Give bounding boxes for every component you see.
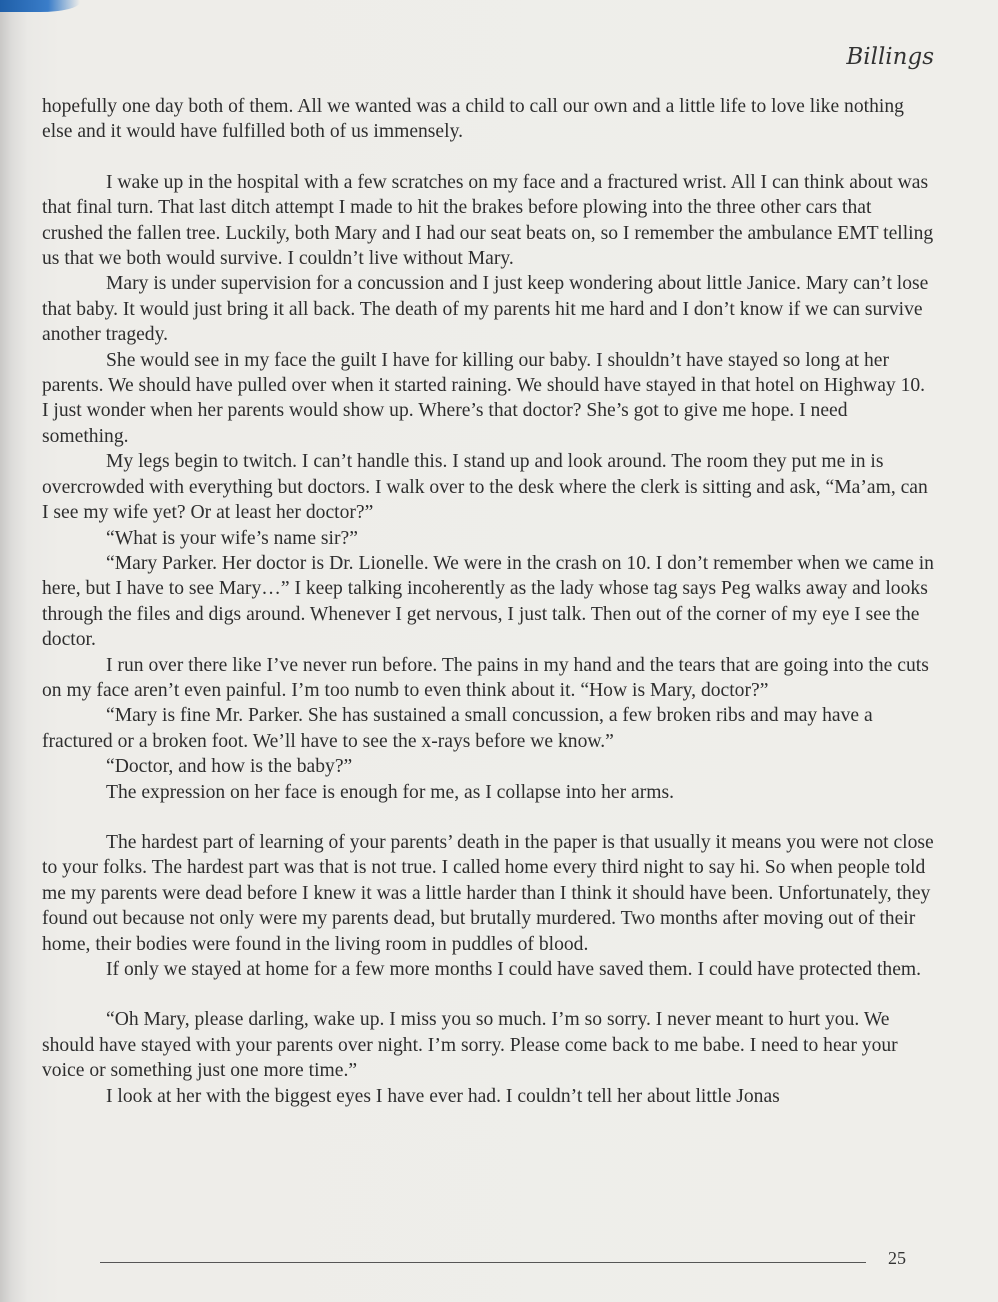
paragraph: “Mary is fine Mr. Parker. She has sustained a small concussion, a few broken ribs and may have a fractured or a broken foot. We’ll have to see the x-rays before we know.”	[42, 705, 873, 752]
paragraph: My legs begin to twitch. I can’t handle this. I stand up and look around. The room they put me in is overcrowded with everything but doctors. I walk over to the desk where the clerk is sitting and ask, “Ma’am, can I see my wife yet? Or at least her doctor?”	[42, 451, 928, 524]
paragraph: The hardest part of learning of your parents’ death in the paper is that usually it means you were not close to your folks. The hardest part was that is not true. I called home every third night to say hi. So when people told me my parents were dead before I knew it was a little harder than I think it should have been. Unfortunately, they found out because not only were my parents dead, but brutally murdered. Two months after moving out of their home, their bodies were found in the living room in puddles of blood.	[42, 831, 934, 955]
page-number: 25	[888, 1248, 906, 1268]
footer-rule	[100, 1262, 866, 1263]
paragraph: The expression on her face is enough for me, as I collapse into her arms.	[106, 781, 675, 803]
paragraph: hopefully one day both of them. All we wanted was a child to call our own and a little life to love like nothing else and it would have fulfilled both of us immensely.	[42, 96, 904, 143]
body-text	[42, 94, 934, 1109]
paragraph: “What is your wife’s name sir?”	[106, 527, 358, 549]
paragraph: I look at her with the biggest eyes I have ever had. I couldn’t tell her about little Jonas	[106, 1085, 780, 1107]
corner-mark	[0, 0, 80, 12]
paragraph: “Oh Mary, please darling, wake up. I miss you so much. I’m so sorry. I never meant to hurt you. We should have stayed with your parents over night. I’m sorry. Please come back to me babe. I need to hear your voice or something just one more time.”	[42, 1009, 898, 1082]
paragraph: I wake up in the hospital with a few scratches on my face and a fractured wrist. All I can think about was that final turn. That last ditch attempt I made to hit the brakes before plowing into the three other cars that crushed the fallen tree. Luckily, both Mary and I had our seat beats on, so I remember the ambulance EMT telling us that we both would survive. I couldn’t live without Mary.	[42, 171, 934, 270]
running-head: Billings	[846, 44, 934, 70]
paragraph: If only we stayed at home for a few more months I could have saved them. I could have protected them.	[106, 959, 922, 980]
paragraph: Mary is under supervision for a concussion and I just keep wondering about little Janice. Mary can’t lose that baby. It would just bring it all back. The death of my parents hit me hard and I don’t know if we can survive another tragedy.	[42, 273, 929, 346]
paragraph: I run over there like I’ve never run before. The pains in my hand and the tears that are going into the cuts on my face aren’t even painful. I’m too numb to even think about it. “How is Mary, doctor?”	[42, 654, 929, 701]
paragraph: She would see in my face the guilt I have for killing our baby. I shouldn’t have stayed so long at her parents. We should have pulled over when it started raining. We should have stayed in that hotel on Highway 10. I just wonder when her parents would show up. Where’s that doctor? She’s got to give me hope. I need something.	[42, 349, 926, 447]
paragraph: “Mary Parker. Her doctor is Dr. Lionelle. We were in the crash on 10. I don’t remember when we came in here, but I have to see Mary…” I keep talking incoherently as the lady whose tag says Peg walks away and looks through the files and digs around. Whenever I get nervous, I just talk. Then out of the corner of my eye I see the doctor.	[42, 552, 934, 651]
paragraph: “Doctor, and how is the baby?”	[106, 756, 353, 778]
